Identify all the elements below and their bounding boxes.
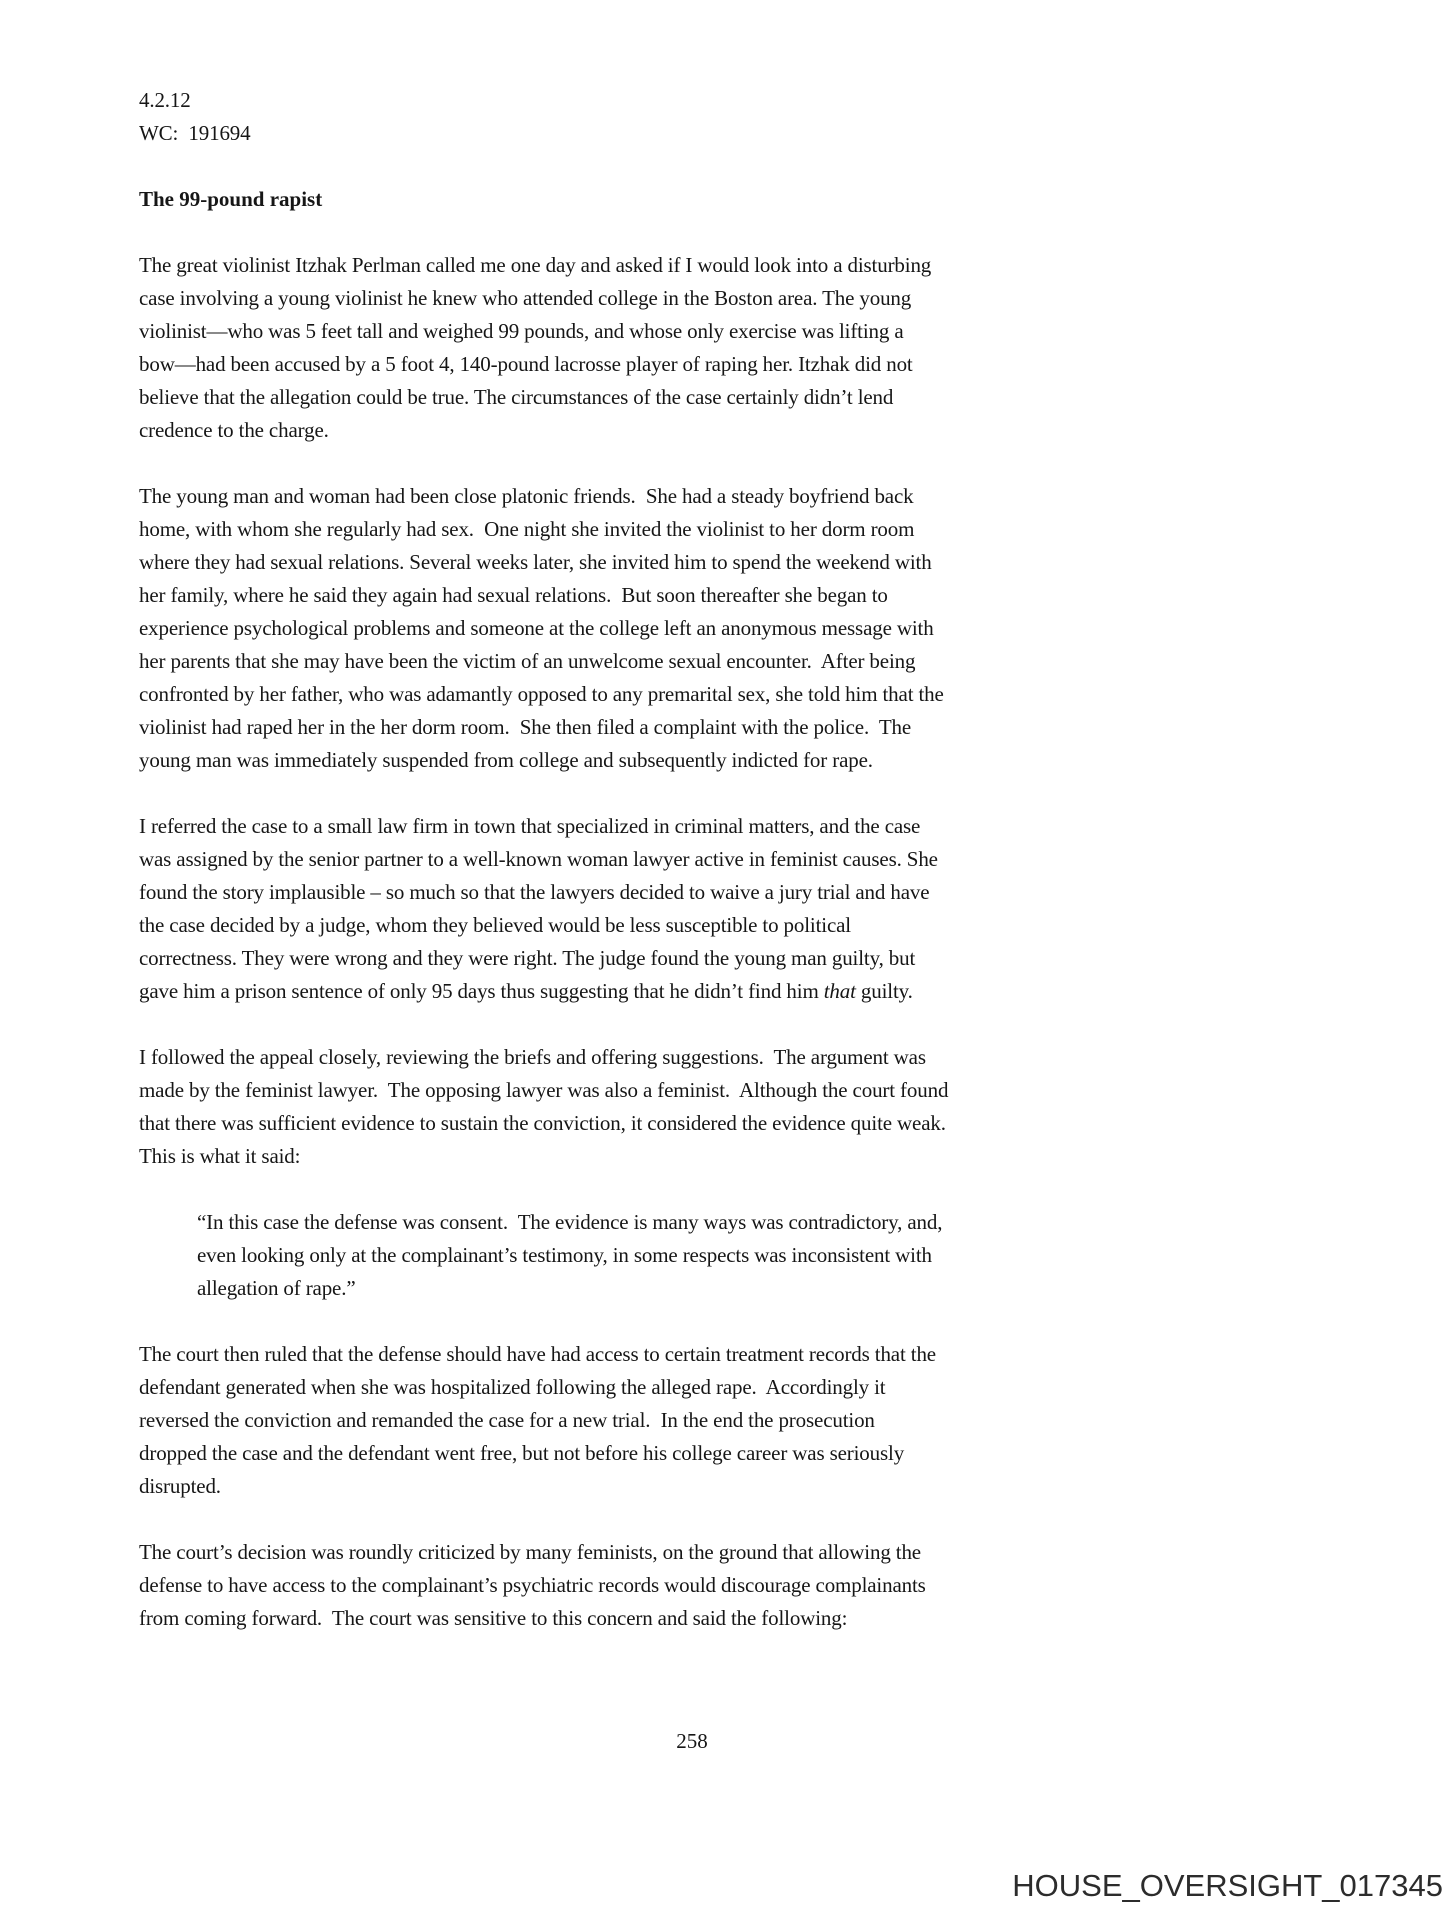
text-line: believe that the allegation could be true. The circumstances of the case certainly didn’t lend	[139, 385, 894, 409]
text-line: home, with whom she regularly had sex. One night she invited the violinist to her dorm room	[139, 517, 915, 541]
text-line: 4.2.12	[139, 88, 191, 112]
text-line: violinist had raped her in the her dorm room. She then filed a complaint with the police. The	[139, 715, 912, 739]
text-line: from coming forward. The court was sensitive to this concern and said the following:	[139, 1606, 848, 1630]
paragraph	[139, 1536, 1249, 1635]
text-line: experience psychological problems and someone at the college left an anonymous message with	[139, 616, 934, 640]
block-quote	[139, 1206, 1249, 1305]
text-line: dropped the case and the defendant went free, but not before his college career was seriously	[139, 1441, 905, 1465]
text-line: The court’s decision was roundly criticized by many feminists, on the ground that allowing the	[139, 1540, 921, 1564]
text-line: young man was immediately suspended from college and subsequently indicted for rape.	[139, 748, 873, 772]
text-line: disrupted.	[139, 1474, 221, 1498]
text-line: reversed the conviction and remanded the case for a new trial. In the end the prosecution	[139, 1408, 875, 1432]
page-number: 258	[676, 1729, 708, 1753]
text-line: even looking only at the complainant’s testimony, in some respects was inconsistent with	[197, 1243, 932, 1267]
text-line: I followed the appeal closely, reviewing the briefs and offering suggestions. The argument was	[139, 1045, 926, 1069]
text-line: allegation of rape.”	[197, 1276, 356, 1300]
text-line: the case decided by a judge, whom they believed would be less susceptible to political	[139, 913, 851, 937]
document-body	[139, 249, 1249, 1635]
text-line: The young man and woman had been close platonic friends. She had a steady boyfriend back	[139, 484, 914, 508]
paragraph	[139, 810, 1249, 1008]
text-line: defense to have access to the complainant’s psychiatric records would discourage complainants	[139, 1573, 926, 1597]
text-line: made by the feminist lawyer. The opposing lawyer was also a feminist. Although the court found	[139, 1078, 949, 1102]
bates-stamp: HOUSE_OVERSIGHT_017345	[1012, 1868, 1443, 1903]
text-line: The great violinist Itzhak Perlman called me one day and asked if I would look into a disturbing	[139, 253, 932, 277]
text-line: found the story implausible – so much so that the lawyers decided to waive a jury trial and have	[139, 880, 930, 904]
text-line: that there was sufficient evidence to sustain the conviction, it considered the evidence quite weak.	[139, 1111, 946, 1135]
text-line: was assigned by the senior partner to a well-known woman lawyer active in feminist causes. She	[139, 847, 938, 871]
text-line: defendant generated when she was hospitalized following the alleged rape. Accordingly it	[139, 1375, 886, 1399]
text-line: correctness. They were wrong and they were right. The judge found the young man guilty, but	[139, 946, 916, 970]
text-line: “In this case the defense was consent. The evidence is many ways was contradictory, and,	[197, 1210, 943, 1234]
text-line: bow—had been accused by a 5 foot 4, 140-pound lacrosse player of raping her. Itzhak did not	[139, 352, 913, 376]
text-line: confronted by her father, who was adamantly opposed to any premarital sex, she told him that the	[139, 682, 944, 706]
paragraph	[139, 249, 1249, 447]
text-line: her family, where he said they again had sexual relations. But soon thereafter she began to	[139, 583, 888, 607]
text-line: case involving a young violinist he knew who attended college in the Boston area. The young	[139, 286, 912, 310]
text-line: where they had sexual relations. Several weeks later, she invited him to spend the weekend with	[139, 550, 932, 574]
text-line: This is what it said:	[139, 1144, 301, 1168]
text-line: gave him a prison sentence of only 95 days thus suggesting that he didn’t find him that guilty.	[139, 979, 913, 1003]
paragraph	[139, 480, 1249, 777]
page-title: The 99-pound rapist	[139, 187, 323, 211]
text-line: violinist—who was 5 feet tall and weighed 99 pounds, and whose only exercise was lifting a	[139, 319, 904, 343]
document-header	[139, 84, 1249, 150]
text-line: I referred the case to a small law firm in town that specialized in criminal matters, and the case	[139, 814, 921, 838]
text-line: her parents that she may have been the victim of an unwelcome sexual encounter. After being	[139, 649, 916, 673]
text-line: credence to the charge.	[139, 418, 329, 442]
paragraph	[139, 1041, 1249, 1173]
text-line: The court then ruled that the defense should have had access to certain treatment records that the	[139, 1342, 936, 1366]
text-line: WC: 191694	[139, 121, 251, 145]
paragraph	[139, 1338, 1249, 1503]
document-content	[139, 84, 1249, 1668]
